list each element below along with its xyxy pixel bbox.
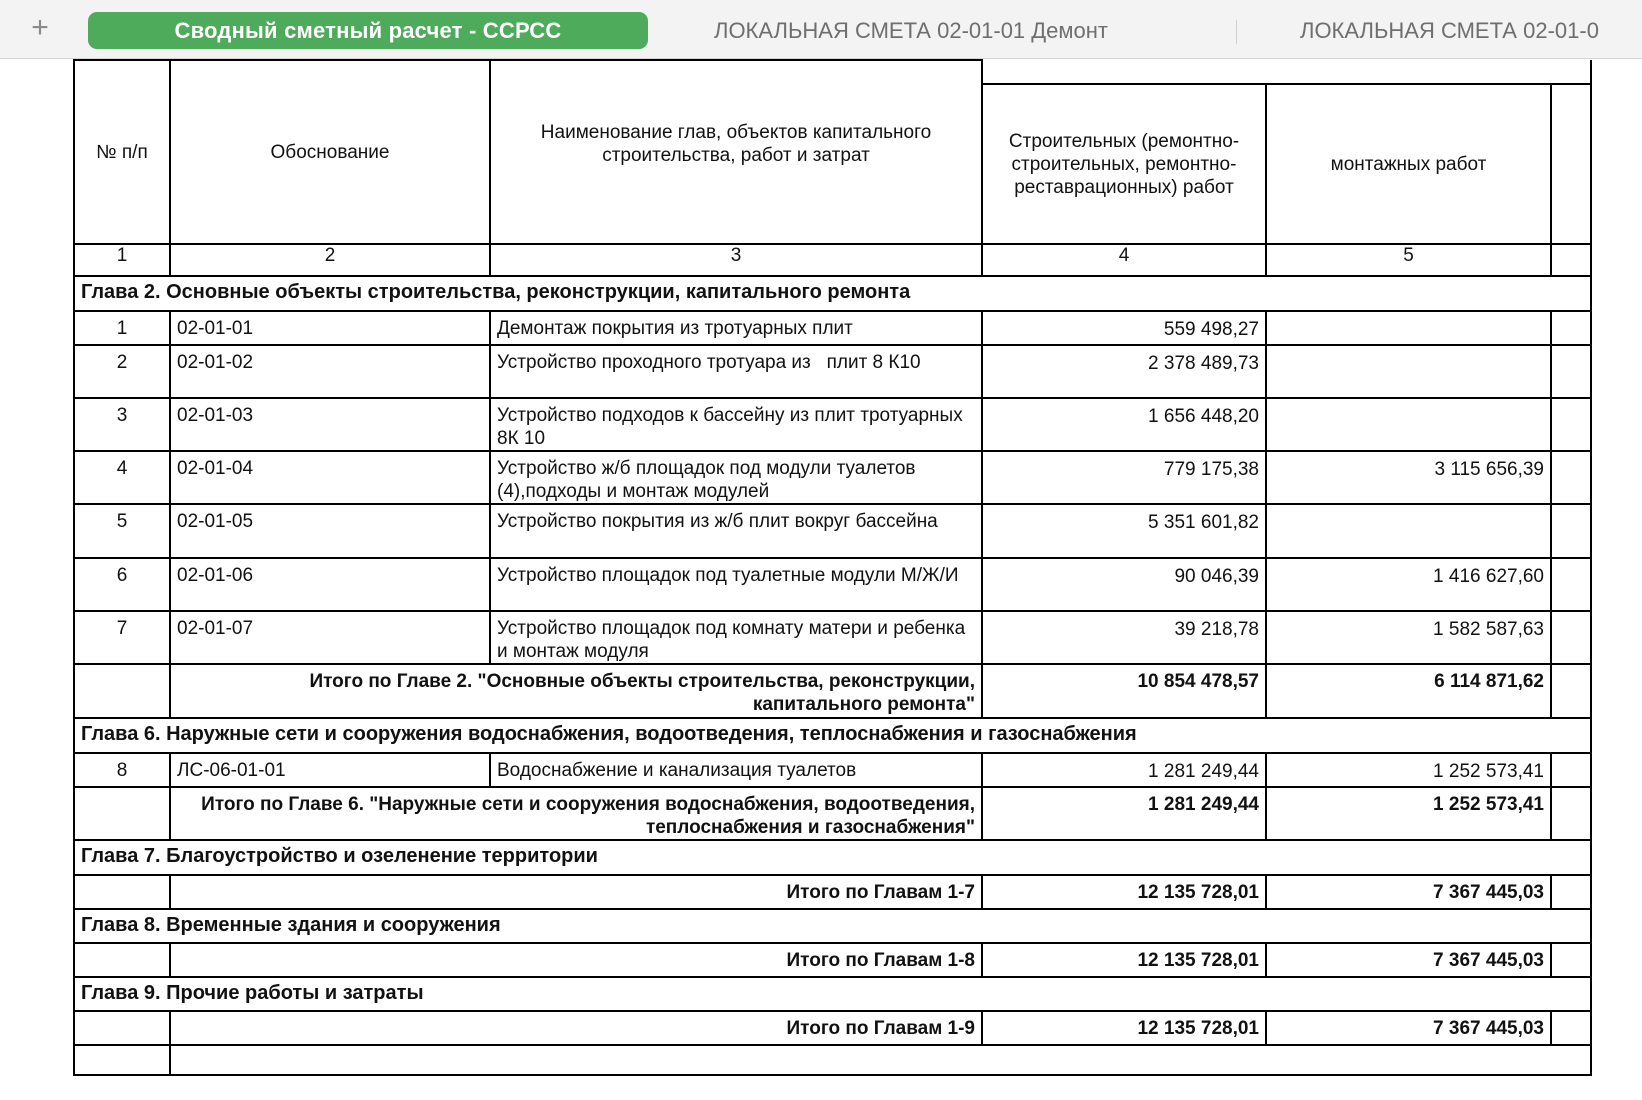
total-chapters-1-9-mount[interactable]: 7 367 445,03 <box>1266 1011 1551 1045</box>
table-row <box>74 345 1591 398</box>
colnum-3[interactable]: 3 <box>490 244 982 276</box>
cell-num[interactable] <box>74 787 170 840</box>
colnum-4[interactable]: 4 <box>982 244 1266 276</box>
tab-local-estimate-02-01-01[interactable]: ЛОКАЛЬНАЯ СМЕТА 02-01-01 Демонт <box>714 18 1108 43</box>
chapter-7-total-row <box>74 875 1591 909</box>
chapter-9-total-row <box>74 1011 1591 1045</box>
colnum-6[interactable] <box>1551 244 1591 276</box>
cell-empty[interactable] <box>74 1045 170 1075</box>
header-cost-group[interactable] <box>982 60 1591 84</box>
sheet-tab-bar <box>0 0 1642 59</box>
chapter-7-title[interactable]: Глава 7. Благоустройство и озеленение территории <box>74 840 1591 875</box>
tab-summary-estimate[interactable]: Сводный сметный расчет - ССРСС <box>88 12 648 49</box>
cell-name[interactable]: Устройство ж/б площадок под модули туалетов (4),подходы и монтаж модулей <box>490 451 982 504</box>
cell-build[interactable]: 2 378 489,73 <box>982 345 1266 398</box>
cell-extra[interactable] <box>1551 787 1591 840</box>
header-num[interactable]: № п/п <box>74 60 170 244</box>
cell-num[interactable]: 5 <box>74 504 170 558</box>
total-chapters-1-8-mount[interactable]: 7 367 445,03 <box>1266 943 1551 977</box>
table-row <box>74 311 1591 345</box>
cell-build[interactable]: 1 281 249,44 <box>982 753 1266 787</box>
cell-mount[interactable] <box>1266 398 1551 451</box>
cell-name[interactable]: Устройство проходного тротуара из плит 8 К10 <box>490 345 982 398</box>
cell-extra[interactable] <box>1551 1011 1591 1045</box>
total-chapters-1-8-build[interactable]: 12 135 728,01 <box>982 943 1266 977</box>
cell-build[interactable]: 5 351 601,82 <box>982 504 1266 558</box>
total-chapters-1-8-label[interactable]: Итого по Главам 1-8 <box>170 943 982 977</box>
chapter-2-total-label[interactable]: Итого по Главе 2. "Основные объекты строительства, реконструкции, капитального ремонта" <box>170 664 982 718</box>
total-chapters-1-9-build[interactable]: 12 135 728,01 <box>982 1011 1266 1045</box>
cell-extra[interactable] <box>1551 558 1591 611</box>
cell-num[interactable] <box>74 1011 170 1045</box>
cell-code[interactable]: 02-01-06 <box>170 558 490 611</box>
total-chapters-1-9-label[interactable]: Итого по Главам 1-9 <box>170 1011 982 1045</box>
chapter-6-title[interactable]: Глава 6. Наружные сети и сооружения водоснабжения, водоотведения, теплоснабжения и газоснабжения <box>74 718 1591 753</box>
chapter-6-total-row <box>74 787 1591 840</box>
table-row <box>74 451 1591 504</box>
chapter-2-total-build[interactable]: 10 854 478,57 <box>982 664 1266 718</box>
cell-extra[interactable] <box>1551 311 1591 345</box>
cell-num[interactable]: 7 <box>74 611 170 664</box>
colnum-5[interactable]: 5 <box>1266 244 1551 276</box>
chapter-2-total-mount[interactable]: 6 114 871,62 <box>1266 664 1551 718</box>
cell-extra[interactable] <box>1551 611 1591 664</box>
cell-mount[interactable]: 3 115 656,39 <box>1266 451 1551 504</box>
cell-name[interactable]: Демонтаж покрытия из тротуарных плит <box>490 311 982 345</box>
cell-name[interactable]: Устройство площадок под комнату матери и ребенка и монтаж модуля <box>490 611 982 664</box>
colnum-2[interactable]: 2 <box>170 244 490 276</box>
cell-num[interactable]: 8 <box>74 753 170 787</box>
cell-mount[interactable]: 1 416 627,60 <box>1266 558 1551 611</box>
chapter-2-total-row <box>74 664 1591 718</box>
cell-mount[interactable]: 1 252 573,41 <box>1266 753 1551 787</box>
table-row <box>74 611 1591 664</box>
header-construction[interactable]: Строительных (ремонтно- строительных, ремонтно-реставрационных) работ <box>982 84 1266 244</box>
table-row <box>74 753 1591 787</box>
cell-num[interactable] <box>74 943 170 977</box>
table-row <box>74 504 1591 558</box>
total-chapters-1-7-label[interactable]: Итого по Главам 1-7 <box>170 875 982 909</box>
cell-build[interactable]: 1 656 448,20 <box>982 398 1266 451</box>
chapter-6-total-build[interactable]: 1 281 249,44 <box>982 787 1266 840</box>
chapter-6-total-mount[interactable]: 1 252 573,41 <box>1266 787 1551 840</box>
cell-extra[interactable] <box>1551 943 1591 977</box>
cell-code[interactable]: 02-01-01 <box>170 311 490 345</box>
total-chapters-1-7-build[interactable]: 12 135 728,01 <box>982 875 1266 909</box>
cell-name[interactable]: Устройство покрытия из ж/б плит вокруг бассейна <box>490 504 982 558</box>
chapter-9-title[interactable]: Глава 9. Прочие работы и затраты <box>74 977 1591 1011</box>
chapter-6-total-label[interactable]: Итого по Главе 6. "Наружные сети и сооружения водоснабжения, водоотведения, теплоснабжения и газоснабжения" <box>170 787 982 840</box>
cell-extra[interactable] <box>1551 398 1591 451</box>
chapter-2-title[interactable]: Глава 2. Основные объекты строительства, реконструкции, капитального ремонта <box>74 276 1591 311</box>
cell-empty[interactable] <box>170 1045 1591 1075</box>
cell-num[interactable]: 6 <box>74 558 170 611</box>
total-chapters-1-7-mount[interactable]: 7 367 445,03 <box>1266 875 1551 909</box>
cell-mount[interactable] <box>1266 345 1551 398</box>
cell-num[interactable] <box>74 875 170 909</box>
header-basis[interactable]: Обоснование <box>170 60 490 244</box>
cell-build[interactable]: 779 175,38 <box>982 451 1266 504</box>
cell-build[interactable]: 90 046,39 <box>982 558 1266 611</box>
estimate-table <box>73 59 1592 1076</box>
cell-extra[interactable] <box>1551 504 1591 558</box>
cell-num[interactable]: 1 <box>74 311 170 345</box>
cell-name[interactable]: Устройство площадок под туалетные модули М/Ж/И <box>490 558 982 611</box>
cell-build[interactable]: 559 498,27 <box>982 311 1266 345</box>
cell-num[interactable]: 2 <box>74 345 170 398</box>
cell-extra[interactable] <box>1551 664 1591 718</box>
cell-code[interactable]: ЛС-06-01-01 <box>170 753 490 787</box>
cell-mount[interactable] <box>1266 311 1551 345</box>
chapter-8-title[interactable]: Глава 8. Временные здания и сооружения <box>74 909 1591 943</box>
cell-extra[interactable] <box>1551 345 1591 398</box>
cell-code[interactable]: 02-01-03 <box>170 398 490 451</box>
cell-code[interactable]: 02-01-04 <box>170 451 490 504</box>
cell-num[interactable]: 3 <box>74 398 170 451</box>
header-name[interactable] <box>490 60 982 244</box>
add-sheet-button[interactable]: + <box>31 11 49 44</box>
cell-name[interactable]: Водоснабжение и канализация туалетов <box>490 753 982 787</box>
header-col6[interactable] <box>1551 84 1591 244</box>
cell-extra[interactable] <box>1551 451 1591 504</box>
table-row <box>74 558 1591 611</box>
colnum-1[interactable]: 1 <box>74 244 170 276</box>
chapter-8-total-row <box>74 943 1591 977</box>
cell-extra[interactable] <box>1551 753 1591 787</box>
header-installation[interactable]: монтажных работ <box>1266 84 1551 244</box>
cell-num[interactable] <box>74 664 170 718</box>
cell-code[interactable]: 02-01-07 <box>170 611 490 664</box>
header-name-text: Наименование глав, объектов капитального строительства, работ и затрат <box>540 122 932 166</box>
cell-code[interactable]: 02-01-05 <box>170 504 490 558</box>
cell-num[interactable]: 4 <box>74 451 170 504</box>
cell-extra[interactable] <box>1551 875 1591 909</box>
cell-name[interactable]: Устройство подходов к бассейну из плит тротуарных 8К 10 <box>490 398 982 451</box>
cell-code[interactable]: 02-01-02 <box>170 345 490 398</box>
spreadsheet-area[interactable] <box>0 59 1642 1100</box>
tab-divider <box>1236 20 1237 44</box>
table-row <box>74 398 1591 451</box>
cell-mount[interactable]: 1 582 587,63 <box>1266 611 1551 664</box>
tab-local-estimate-02-01-0x[interactable]: ЛОКАЛЬНАЯ СМЕТА 02-01-0 <box>1300 18 1599 43</box>
cell-build[interactable]: 39 218,78 <box>982 611 1266 664</box>
cell-mount[interactable] <box>1266 504 1551 558</box>
